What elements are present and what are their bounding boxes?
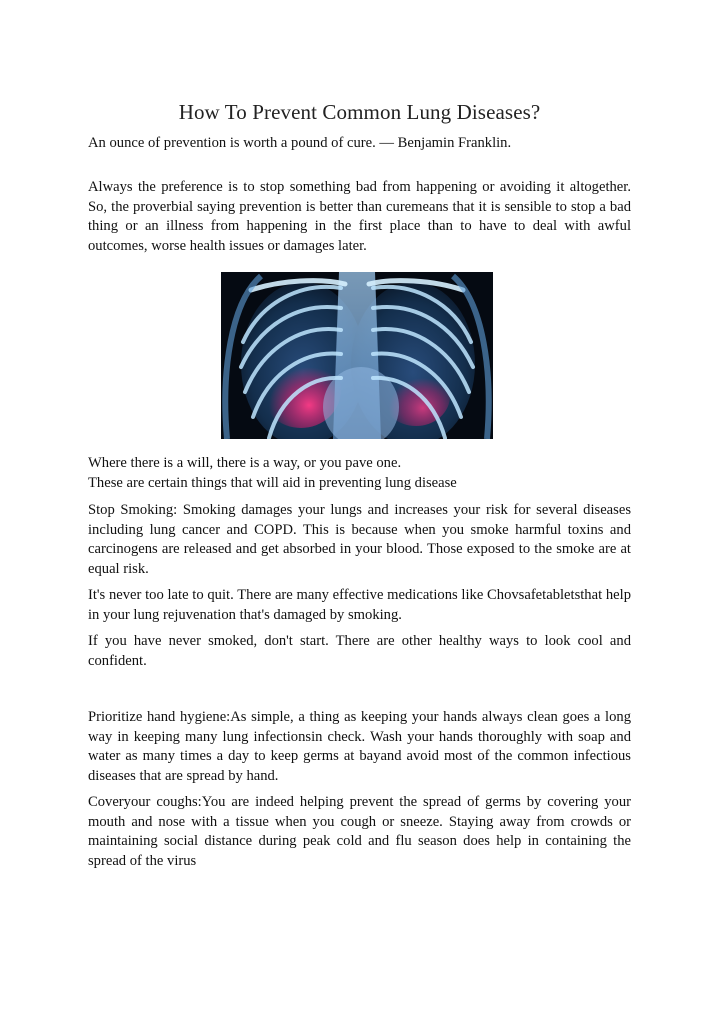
cover-coughs-paragraph: Coveryour coughs:You are indeed helping prevent the spread of germs by covering your mouth and nose with a tissue when you cough or sneeze. Staying away from crowds or maintaining social distance during peak cold and flu season does help in containing the spread of the virus: [88, 794, 631, 869]
intro-paragraph: Always the preference is to stop something bad from happening or avoiding it altogether. So, the proverbial saying prevention is better than curemeans that it is sensible to stop a bad thing or an illness from happening in the first place than to have to deal with awful outcomes, worse health issues or damages later.: [88, 179, 631, 254]
page-title: How To Prevent Common Lung Diseases?: [178, 100, 541, 124]
stop-smoking-paragraph: Stop Smoking: Smoking damages your lungs and increases your risk for several diseases including lung cancer and COPD. This is because when you smoke harmful toxins and carcinogens are released and get absorbed in your blood. Those exposed to the smoke are at equal risk.: [88, 502, 631, 577]
document-page: [88, 100, 631, 871]
quit-paragraph: It's never too late to quit. There are many effective medications like Chovsafetabletsthat help in your lung rejuvenation that's damaged by smoking.: [88, 587, 631, 623]
never-smoked-paragraph: If you have never smoked, don't start. There are other healthy ways to look cool and confident.: [88, 633, 631, 669]
chest-xray-image: [221, 272, 493, 439]
hand-hygiene-paragraph: Prioritize hand hygiene:As simple, a thing as keeping your hands always clean goes a long way in keeping many lung infectionsin check. Wash your hands thoroughly with soap and water as many times a day to keep germs at bayand avoid most of the common infectious diseases that are spread by hand.: [88, 709, 631, 784]
epigraph-quote: An ounce of prevention is worth a pound of cure. — Benjamin Franklin.: [88, 135, 512, 151]
chest-xray-graphic: [221, 272, 493, 439]
things-line: These are certain things that will aid in preventing lung disease: [88, 475, 457, 491]
will-line: Where there is a will, there is a way, or you pave one.: [88, 455, 402, 471]
